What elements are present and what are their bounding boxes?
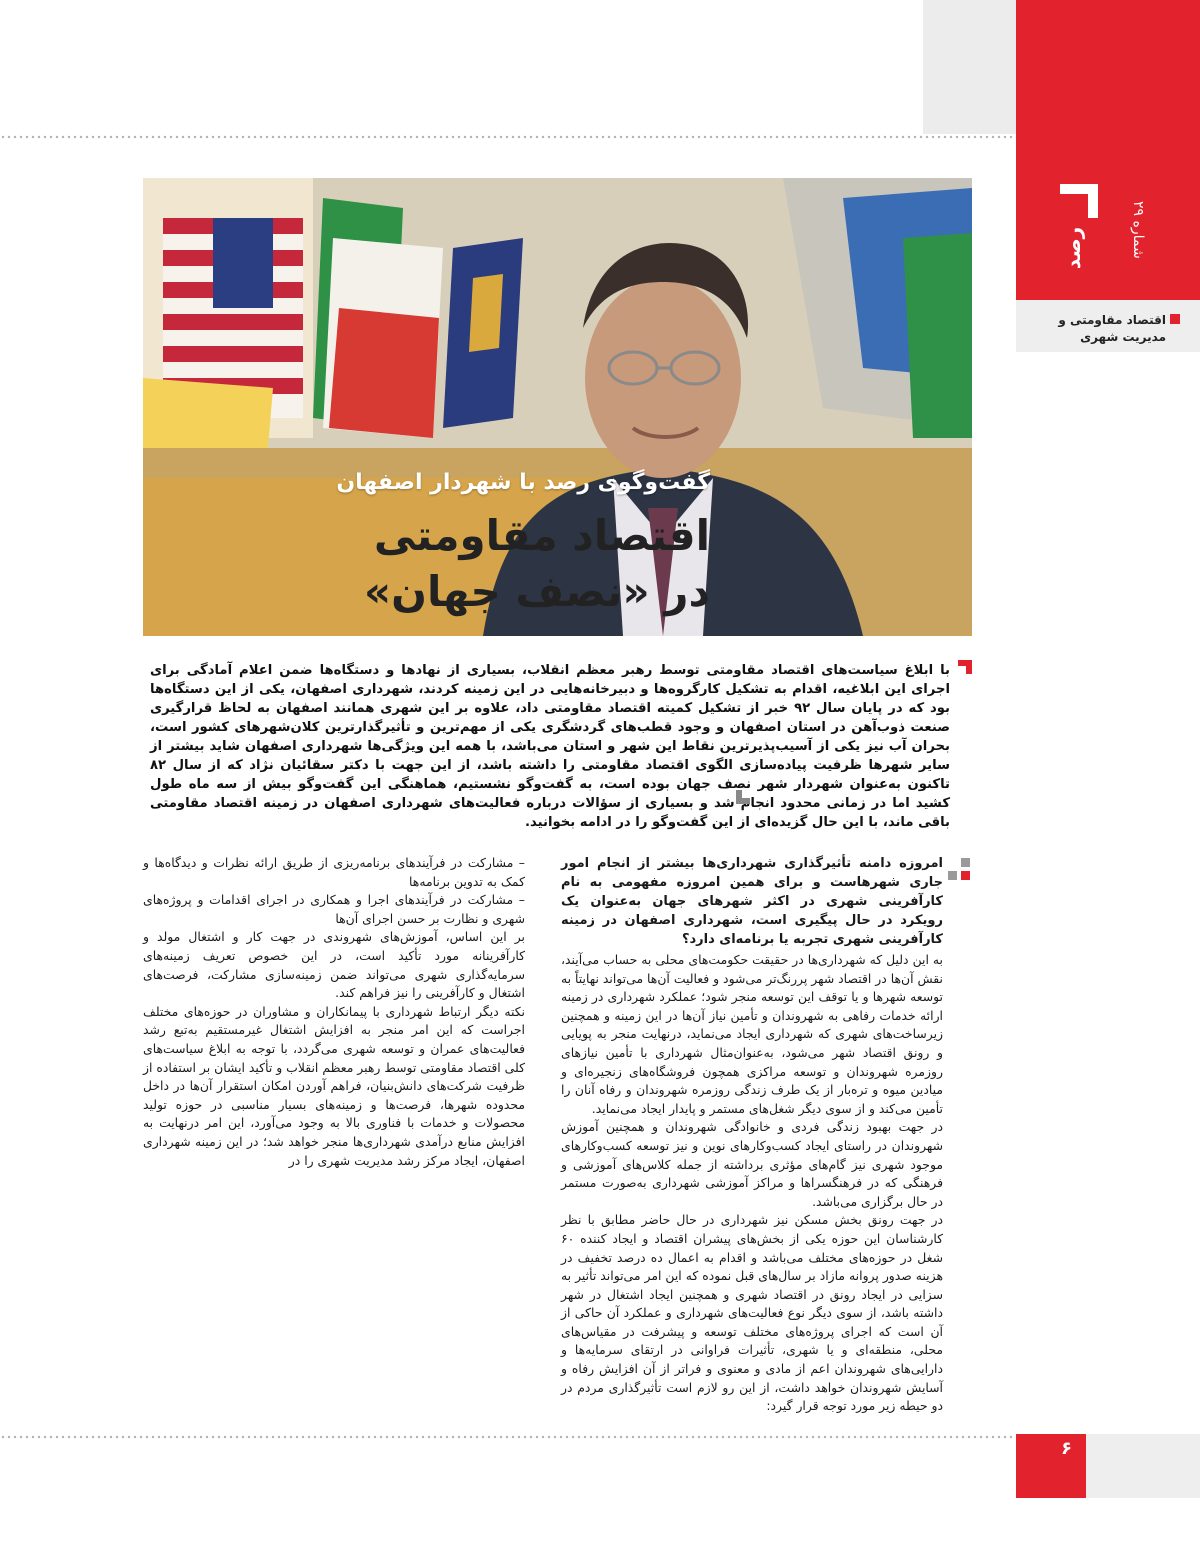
- section-marker-icon: [1170, 314, 1180, 324]
- left-paragraph-2: – مشارکت در فرآیندهای اجرا و همکاری در اجرای اقدامات و پروژه‌های شهری و نظارت بر حسن اجرای آن‌ها: [143, 892, 525, 926]
- interview-question: امروزه دامنه تأثیرگذاری شهرداری‌ها بیشتر از انجام امور جاری شهرهاست و برای همین امروزه مفهومی به نام کارآفرینی شهری در اکثر شهرهای جهان به‌عنوان یک رویکرد در حال پیگیری است، شهرداری اصفهان در زمینه کارآفرینی شهری تجربه یا برنامه‌ای دارد؟: [561, 856, 943, 947]
- left-paragraph-1: – مشارکت در فرآیندهای برنامه‌ریزی از طریق ارائه نظرات و دیدگاه‌ها و کمک به تدوین برنامه‌ها: [143, 855, 525, 889]
- left-paragraph-4: نکته دیگر ارتباط شهرداری با پیمانکاران و مشاوران در حوزه‌های مختلف اجراست که این امر منجر به افزایش اشتغال غیرمستقیم به‌تبع رشد فعالیت‌های عمران و توسعه شهری می‌گردد، با توجه به ابلاغ سیاست‌های کلی اقتصاد مقاومتی توسط رهبر معظم انقلاب و تأکید ایشان بر استفاده از ظرفیت شرکت‌های دانش‌بنیان، فراهم آوردن امکان استقرار آن‌ها در داخل محدوده شهرها، فرصت‌ها و زمینه‌های بسیار مناسبی در حوزه تولید محصولات و خدمات با فناوری بالا به وجود می‌آورد، این امر درنهایت به افزایش منابع درآمدی شهرداری‌ها منجر خواهد شد؛ در این زمینه شهرداری اصفهان، ایجاد مرکز رشد مدیریت شهری را در: [143, 1003, 525, 1168]
- section-label: [1030, 312, 1166, 346]
- lead-bracket-bottom-icon: [736, 790, 750, 804]
- magazine-logo-icon: [1052, 178, 1108, 274]
- dotted-rule-bottom: [0, 1434, 1016, 1440]
- column-left: [143, 854, 525, 1170]
- article-subtitle: گفت‌وگوی رصد با شهردار اصفهان: [336, 470, 710, 495]
- page-number: ۶: [1061, 1438, 1072, 1459]
- lead-paragraph: با ابلاغ سیاست‌های اقتصاد مقاومتی توسط رهبر معظم انقلاب، بسیاری از نهادها و دستگاه‌ها ضمن اعلام آمادگی برای اجرای این ابلاغیه، اقدام به تشکیل کارگروه‌ها و دبیرخانه‌هایی در این زمینه کردند، شهرداری اصفهان، یکی از این دستگاه‌ها بود که در پایان سال ۹۲ خبر از تشکیل کمیته اقتصاد مقاومتی داد، علاوه بر این شهری همانند اصفهان به لحاظ قرارگیری صنعت ذوب‌آهن در استان اصفهان و وجود قطب‌های گردشگری یکی از مهم‌ترین و تأثیرگذارترین کلان‌شهرهای کشور است، بحران آب نیز یکی از آسیب‌پذیرترین نقاط این شهر و استان می‌باشد، با همه این ویژگی‌ها شهرداری اصفهان شاید بیشتر از سایر شهرها ظرفیت پیاده‌سازی الگوی اقتصاد مقاومتی را داشته باشد، از این جهت با دکتر سقائیان نژاد که از سال ۸۲ تاکنون به‌عنوان شهردار شهر نصف جهان بوده است، به گفت‌وگو نشستیم، هماهنگی این گفت‌وگو بیش از سه ماه طول کشید اما در زمانی محدود انجام شد و بسیاری از سؤالات درباره فعالیت‌های شهرداری اصفهان در زمینه اقتصاد مقاومتی باقی ماند، با این حال گزیده‌ای از این گفت‌وگو را در ادامه بخوانید.: [150, 663, 950, 830]
- answer-paragraph-2: در جهت بهبود زندگی فردی و خانوادگی شهروندان و همچنین آموزش شهروندان در راستای ایجاد کسب‌وکارهای نوین و نیز توسعه کسب‌وکارهای موجود شهری نیز گام‌های مؤثری برداشته از جمله کلاس‌های آموزشی و فرهنگی که در فرهنگسراها و مراکز آموزشی شهرداری به‌صورت مستمر در حال برگزاری می‌باشد.: [561, 1119, 943, 1209]
- corner-gray-block: [923, 0, 1016, 134]
- title-line2: در «نصف جهان»: [363, 567, 710, 616]
- corner-red-block: [1016, 0, 1200, 134]
- dotted-rule-top: [0, 134, 1016, 140]
- section-label-line2: مدیریت شهری: [1080, 330, 1166, 344]
- title-line1: اقتصاد مقاومتی: [373, 511, 710, 560]
- question-marker-icon: [948, 858, 970, 880]
- answer-paragraph-1: به این دلیل که شهرداری‌ها در حقیقت حکومت‌های محلی به حساب می‌آیند، نقش آن‌ها در اقتصاد شهر پررنگ‌تر می‌شود و فعالیت آن‌ها می‌تواند نهایتاً به توسعه شهرها و یا توقف این توسعه منجر شود؛ عملکرد شهرداری در زمینه ارائه خدمات رفاهی به شهروندان و تأمین نیاز آن‌ها در این زمینه و همچنین زیرساخت‌های شهری که شهرداری ایجاد می‌نماید، درنهایت منجر به پویایی و رونق اقتصاد شهر می‌شود، به‌عنوان‌مثال شهرداری با تأمین نیازهای روزمره شهروندان و توسعه مراکزی همچون فروشگاه‌های زنجیره‌ای و میادین میوه و تره‌بار از یک طرف زندگی روزمره شهروندان و رفاه آنان را تأمین می‌کند و از سوی دیگر شغل‌های مستمر و پایدار ایجاد می‌نماید.: [561, 952, 943, 1116]
- article-title: [110, 508, 710, 620]
- left-paragraph-3: بر این اساس، آموزش‌های شهروندی در جهت کار و اشتغال مولد و کارآفرینانه مورد تأکید است، در این خصوص تعریف زمینه‌های سرمایه‌گذاری شهری می‌تواند ضمن زمینه‌سازی مشارکت، فرصت‌های اشتغال و کارآفرینی را نیز فراهم کند.: [143, 929, 525, 1001]
- bottom-gray-block: [1086, 1434, 1200, 1498]
- lead-bracket-top-icon: [958, 660, 972, 674]
- column-right: [561, 854, 943, 1416]
- issue-number: شماره ۲۹: [1130, 201, 1146, 259]
- answer-paragraph-3: در جهت رونق بخش مسکن نیز شهرداری در حال حاضر مطابق با نظر کارشناسان این حوزه یکی از بخش‌های پیشران اقتصاد و ایجاد کننده ۶۰ شغل در حوزه‌های مختلف می‌باشد و اقدام به اعمال ده درصد تخفیف در هزینه صدور پروانه مازاد بر سال‌های قبل نموده که این امر می‌تواند تأثیر به سزایی در ایجاد رونق در اقتصاد شهری و همچنین ایجاد اشتغال در شهر داشته باشد، از سوی دیگر نوع فعالیت‌های شهرداری و عملکرد آن حاکی از آن است که اجرای پروژه‌های مختلف توسعه و پیشرفت در مقیاس‌های محلی، منطقه‌ای و یا شهری، تأثیرات فراوانی در ارتقای سرمایه‌ها و دارایی‌های شهروندان اعم از مادی و معنوی و فراتر از آن افزایش رفاه و آسایش شهروندان خواهد داشت، از این رو لازم است تأثیرگذاری مردم در دو حیطه زیر مورد توجه قرار گیرد:: [561, 1212, 943, 1414]
- logo-text: رصد: [1061, 226, 1085, 270]
- section-label-line1: اقتصاد مقاومتی و: [1058, 313, 1166, 327]
